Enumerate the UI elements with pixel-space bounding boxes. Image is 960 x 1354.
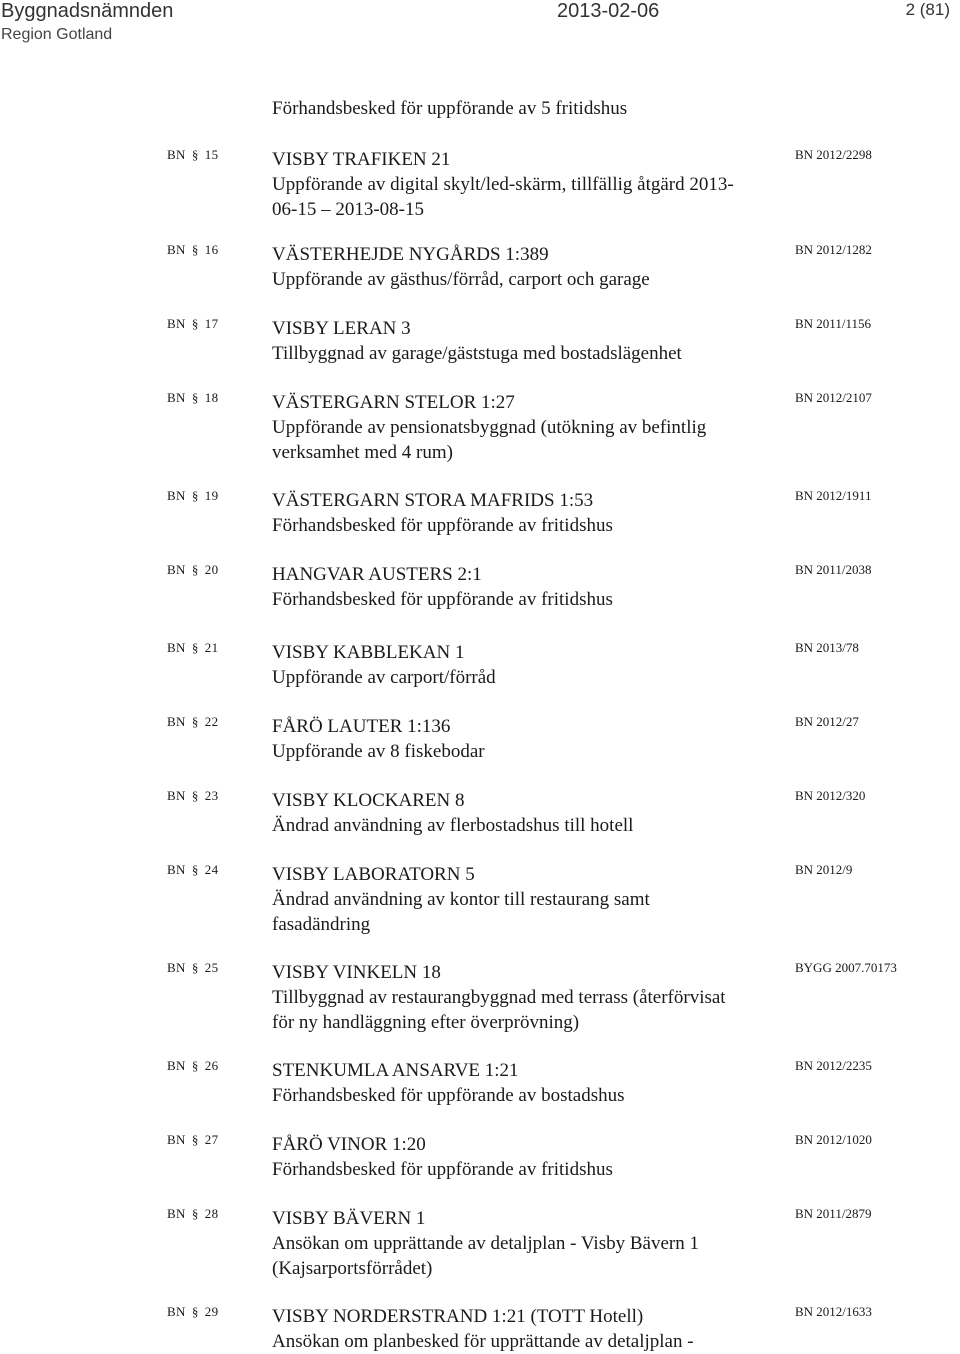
paragraph-num: 20 xyxy=(204,562,219,577)
property-designation: VISBY LERAN 3 xyxy=(272,318,411,339)
paragraph-num: 21 xyxy=(204,640,219,655)
section-sign: § xyxy=(191,714,199,729)
paragraph-num: 23 xyxy=(204,788,219,803)
agenda-item-text xyxy=(272,316,772,366)
property-designation: HANGVAR AUSTERS 2:1 xyxy=(272,564,482,585)
paragraph-num: 17 xyxy=(204,316,219,331)
paragraph-prefix: BN xyxy=(167,316,186,331)
paragraph-prefix: BN xyxy=(167,242,186,257)
section-sign: § xyxy=(191,242,199,257)
paragraph-prefix: BN xyxy=(167,714,186,729)
intro-line: Förhandsbesked för uppförande av 5 fritidshus xyxy=(272,98,628,119)
paragraph-prefix: BN xyxy=(167,1304,186,1319)
case-description-line: Ansökan om upprättande av detaljplan - Visby Bävern 1 xyxy=(272,1233,699,1254)
paragraph-num: 19 xyxy=(204,488,219,503)
paragraph-number xyxy=(167,1304,218,1320)
paragraph-num: 24 xyxy=(204,862,219,877)
section-sign: § xyxy=(191,1132,199,1147)
case-number: BN 2011/2038 xyxy=(795,562,872,577)
case-description-line: Uppförande av gästhus/förråd, carport och garage xyxy=(272,269,650,290)
paragraph-number xyxy=(167,640,218,656)
section-sign: § xyxy=(191,1058,199,1073)
case-number: BN 2012/2107 xyxy=(795,390,872,405)
agenda-item-text xyxy=(272,488,772,538)
paragraph-prefix: BN xyxy=(167,788,186,803)
paragraph-prefix: BN xyxy=(167,390,186,405)
case-number: BN 2012/1911 xyxy=(795,488,872,503)
property-designation: FÅRÖ VINOR 1:20 xyxy=(272,1134,426,1155)
agenda-item-text xyxy=(272,1058,772,1108)
paragraph-num: 16 xyxy=(204,242,219,257)
section-sign: § xyxy=(191,640,199,655)
case-description-line: Förhandsbesked för uppförande av fritidshus xyxy=(272,1159,613,1180)
property-designation: VISBY TRAFIKEN 21 xyxy=(272,149,451,170)
section-sign: § xyxy=(191,147,199,162)
case-description-line: verksamhet med 4 rum) xyxy=(272,442,453,463)
case-number: BN 2012/1282 xyxy=(795,242,872,257)
case-description-line: Uppförande av 8 fiskebodar xyxy=(272,741,485,762)
paragraph-prefix: BN xyxy=(167,1132,186,1147)
paragraph-number xyxy=(167,1132,218,1148)
paragraph-prefix: BN xyxy=(167,147,186,162)
case-number: BN 2012/1633 xyxy=(795,1304,872,1319)
case-number: BN 2012/2298 xyxy=(795,147,872,162)
agenda-item-text xyxy=(272,714,772,764)
paragraph-num: 18 xyxy=(204,390,219,405)
paragraph-number xyxy=(167,562,218,578)
case-description-line: Ändrad användning av flerbostadshus till hotell xyxy=(272,815,634,836)
paragraph-number xyxy=(167,1206,218,1222)
case-number: BN 2012/2235 xyxy=(795,1058,872,1073)
section-sign: § xyxy=(191,1304,199,1319)
paragraph-num: 29 xyxy=(204,1304,219,1319)
case-number: BN 2013/78 xyxy=(795,640,859,655)
paragraph-number xyxy=(167,714,218,730)
agenda-item-text xyxy=(272,1304,772,1354)
paragraph-number xyxy=(167,147,218,163)
agenda-item-text xyxy=(272,960,772,1035)
section-sign: § xyxy=(191,316,199,331)
paragraph-number xyxy=(167,960,218,976)
agenda-item-text xyxy=(272,147,772,222)
page-header xyxy=(0,0,960,52)
section-sign: § xyxy=(191,562,199,577)
paragraph-number xyxy=(167,242,218,258)
paragraph-prefix: BN xyxy=(167,960,186,975)
case-description-line: Förhandsbesked för uppförande av fritidshus xyxy=(272,515,613,536)
case-number: BN 2012/9 xyxy=(795,862,853,877)
property-designation: VISBY LABORATORN 5 xyxy=(272,864,475,885)
paragraph-prefix: BN xyxy=(167,1206,186,1221)
property-designation: VÄSTERGARN STELOR 1:27 xyxy=(272,392,515,413)
case-number: BN 2012/320 xyxy=(795,788,866,803)
case-description-line: Ändrad användning av kontor till restaurang samt xyxy=(272,889,650,910)
paragraph-number xyxy=(167,316,218,332)
agenda-item-text xyxy=(272,562,772,612)
paragraph-number xyxy=(167,862,218,878)
paragraph-num: 28 xyxy=(204,1206,219,1221)
property-designation: FÅRÖ LAUTER 1:136 xyxy=(272,716,451,737)
paragraph-num: 15 xyxy=(204,147,219,162)
agenda-item-text xyxy=(272,640,772,690)
case-number: BYGG 2007.70173 xyxy=(795,960,897,975)
property-designation: VISBY KLOCKAREN 8 xyxy=(272,790,465,811)
case-description-line: Uppförande av pensionatsbyggnad (utökning av befintlig xyxy=(272,417,707,438)
agenda-item-text xyxy=(272,390,772,465)
section-sign: § xyxy=(191,960,199,975)
paragraph-number xyxy=(167,788,218,804)
case-description-line: Ansökan om planbesked för upprättande av detaljplan - xyxy=(272,1331,694,1352)
case-number: BN 2012/27 xyxy=(795,714,859,729)
property-designation: STENKUMLA ANSARVE 1:21 xyxy=(272,1060,519,1081)
section-sign: § xyxy=(191,390,199,405)
paragraph-prefix: BN xyxy=(167,640,186,655)
case-description-line: Förhandsbesked för uppförande av fritidshus xyxy=(272,589,613,610)
agenda-item-text xyxy=(272,788,772,838)
section-sign: § xyxy=(191,788,199,803)
paragraph-num: 25 xyxy=(204,960,219,975)
header-title: Byggnadsnämnden xyxy=(1,0,174,22)
case-description-line: (Kajsarportsförrådet) xyxy=(272,1258,433,1279)
case-description-line: Tillbyggnad av restaurangbyggnad med terrass (återförvisat xyxy=(272,987,726,1008)
paragraph-prefix: BN xyxy=(167,488,186,503)
property-designation: VÄSTERGARN STORA MAFRIDS 1:53 xyxy=(272,490,594,511)
agenda-item-text xyxy=(272,1132,772,1182)
case-description-line: Uppförande av carport/förråd xyxy=(272,667,496,688)
property-designation: VISBY KABBLEKAN 1 xyxy=(272,642,465,663)
case-description-line: 06-15 – 2013-08-15 xyxy=(272,199,424,220)
header-date: 2013-02-06 xyxy=(557,0,660,22)
paragraph-num: 26 xyxy=(204,1058,219,1073)
header-subtitle: Region Gotland xyxy=(1,26,113,43)
paragraph-number xyxy=(167,390,218,406)
property-designation: VÄSTERHEJDE NYGÅRDS 1:389 xyxy=(272,244,549,265)
property-designation: VISBY VINKELN 18 xyxy=(272,962,441,983)
property-designation: VISBY BÄVERN 1 xyxy=(272,1208,426,1229)
property-designation: VISBY NORDERSTRAND 1:21 (TOTT Hotell) xyxy=(272,1306,644,1327)
section-sign: § xyxy=(191,862,199,877)
paragraph-prefix: BN xyxy=(167,562,186,577)
paragraph-number xyxy=(167,488,218,504)
case-description-line: Förhandsbesked för uppförande av bostadshus xyxy=(272,1085,625,1106)
agenda-item-text xyxy=(272,862,772,937)
paragraph-num: 27 xyxy=(204,1132,219,1147)
page-number: 2 (81) xyxy=(905,0,950,19)
section-sign: § xyxy=(191,488,199,503)
case-number: BN 2011/2879 xyxy=(795,1206,872,1221)
case-number: BN 2011/1156 xyxy=(795,316,871,331)
case-description-line: Tillbyggnad av garage/gäststuga med bostadslägenhet xyxy=(272,343,682,364)
paragraph-number xyxy=(167,1058,218,1074)
paragraph-num: 22 xyxy=(204,714,219,729)
agenda-item-text xyxy=(272,1206,772,1281)
case-description-line: fasadändring xyxy=(272,914,371,935)
paragraph-prefix: BN xyxy=(167,862,186,877)
case-description-line: Uppförande av digital skylt/led-skärm, tillfällig åtgärd 2013- xyxy=(272,174,734,195)
case-description-line: för ny handläggning efter överprövning) xyxy=(272,1012,580,1033)
agenda-item-text xyxy=(272,242,772,292)
case-number: BN 2012/1020 xyxy=(795,1132,872,1147)
paragraph-prefix: BN xyxy=(167,1058,186,1073)
section-sign: § xyxy=(191,1206,199,1221)
